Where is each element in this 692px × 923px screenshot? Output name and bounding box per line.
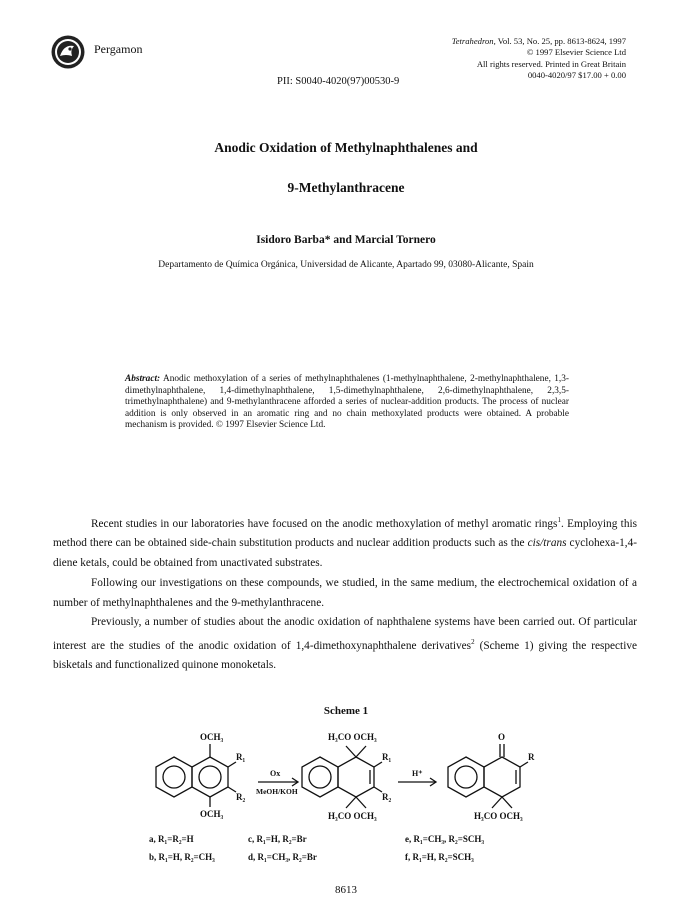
publisher-name: Pergamon [94, 42, 143, 56]
pii: PII: S0040-4020(97)00530-9 [277, 76, 400, 87]
paragraph-1 [53, 511, 637, 574]
scheme-label-r2-2: R₂ [382, 792, 392, 802]
p3-part-b: (Scheme 1) giving the respective bisketals and functionalized quinone monoketals. [53, 639, 637, 672]
scheme-label-ketal-bottom-3: H₃CO OCH₃ [474, 811, 523, 821]
authors: Isidoro Barba* and Marcial Tornero [256, 234, 436, 246]
compound-label-e: e, R₁=CH₃, R₂=SCH₃ [405, 834, 485, 844]
molecule-1 [156, 744, 236, 807]
abstract-label: Abstract: [125, 374, 161, 384]
p3-part-a: Previously, a number of studies about the anodic oxidation of naphthalene systems have been carried out. Of particular interest are the studies of the anodic oxidation of 1,4-dimethoxynaphthalene derivatives [53, 616, 637, 652]
scheme-1-diagram [140, 722, 560, 822]
compound-label-a: a, R₁=R₂=H [149, 834, 194, 844]
p1-part-a: Recent studies in our laboratories have focused on the anodic methoxylation of methyl aromatic rings [91, 517, 558, 530]
body-text [53, 511, 637, 676]
paragraph-3 [53, 613, 637, 676]
affiliation: Departamento de Química Orgánica, Universidad de Alicante, Apartado 99, 03080-Alicante, Spain [158, 260, 534, 270]
title-line-1: Anodic Oxidation of Methylnaphthalenes and [214, 140, 478, 155]
scheme-label-och3-bottom-1: OCH₃ [200, 809, 224, 819]
scheme-label-acid: H⁺ [412, 769, 423, 778]
scheme-label-r1-1: R₁ [236, 752, 246, 762]
molecule-2 [302, 746, 382, 808]
p1-part-c: cyclohexa-1,4-diene ketals, could be obtained from unactivated substrates. [53, 537, 637, 570]
rights-line: All rights reserved. Printed in Great Britain [476, 58, 626, 69]
title-line-2: 9-Methylanthracene [287, 180, 405, 195]
page-number: 8613 [335, 884, 357, 896]
scheme-label-ketal-bottom-2: H₃CO OCH₃ [328, 811, 377, 821]
issn-line: 0040-4020/97 $17.00 + 0.00 [527, 69, 626, 80]
pergamon-logo-icon [50, 34, 86, 70]
compound-label-f: f, R₁=H, R₂=SCH₃ [405, 852, 474, 862]
molecule-3 [448, 744, 528, 808]
paragraph-2: Following our investigations on these compounds, we studied, in the same medium, the electrochemical oxidation of a number of methylnaphthalenes and the 9-methylanthracene. [53, 576, 637, 609]
compound-label-b: b, R₁=H, R₂=CH₃ [149, 852, 215, 862]
p1-italic: cis/trans [527, 537, 567, 550]
copyright-line: © 1997 Elsevier Science Ltd [526, 47, 626, 58]
scheme-label-och3-top-1: OCH₃ [200, 732, 224, 742]
abstract [125, 374, 569, 432]
scheme-label-r2-1: R₂ [236, 792, 246, 802]
scheme-label-r1-2: R₁ [382, 752, 392, 762]
scheme-label-conditions: MeOH/KOH [256, 787, 298, 796]
scheme-label-carbonyl-o: O [498, 732, 506, 742]
compound-label-d: d, R₁=CH₃, R₂=Br [248, 852, 317, 862]
compound-label-c: c, R₁=H, R₂=Br [248, 834, 307, 844]
p1-part-b: . Employing this method there can be obtained side-chain substitution products and nuclear addition products such as the [53, 517, 637, 550]
journal-name: Tetrahedron, [451, 36, 496, 46]
journal-citation [366, 36, 626, 81]
footnote-ref-2: 2 [471, 637, 475, 646]
scheme-label-ketal-top-2: H₃CO OCH₃ [328, 732, 377, 742]
scheme-label-r-3: R [528, 752, 535, 762]
footnote-ref-1: 1 [557, 516, 561, 524]
journal-volume: Vol. 53, No. 25, pp. 8613-8624, 1997 [495, 36, 626, 46]
scheme-title: Scheme 1 [323, 705, 369, 717]
abstract-text: Anodic methoxylation of a series of methylnaphthalenes (1-methylnaphthalene, 2-methylnaphthalene, 1,3-dimethylnaphthalene, 1,4-dimethylnaphthalene, 1,5-dimethylnaphthalene, 2,6-dimethylnaphthalene, 2,3,5-trimethylnaphthalene) and 9-methylanthracene afforded a series of nuclear-addition products. The process of nuclear addition is only observed in an aromatic ring and no chain methoxylated products were obtained. A probable mechanism is provided. © 1997 Elsevier Science Ltd. [125, 374, 569, 431]
scheme-label-ox: Ox [270, 769, 281, 778]
